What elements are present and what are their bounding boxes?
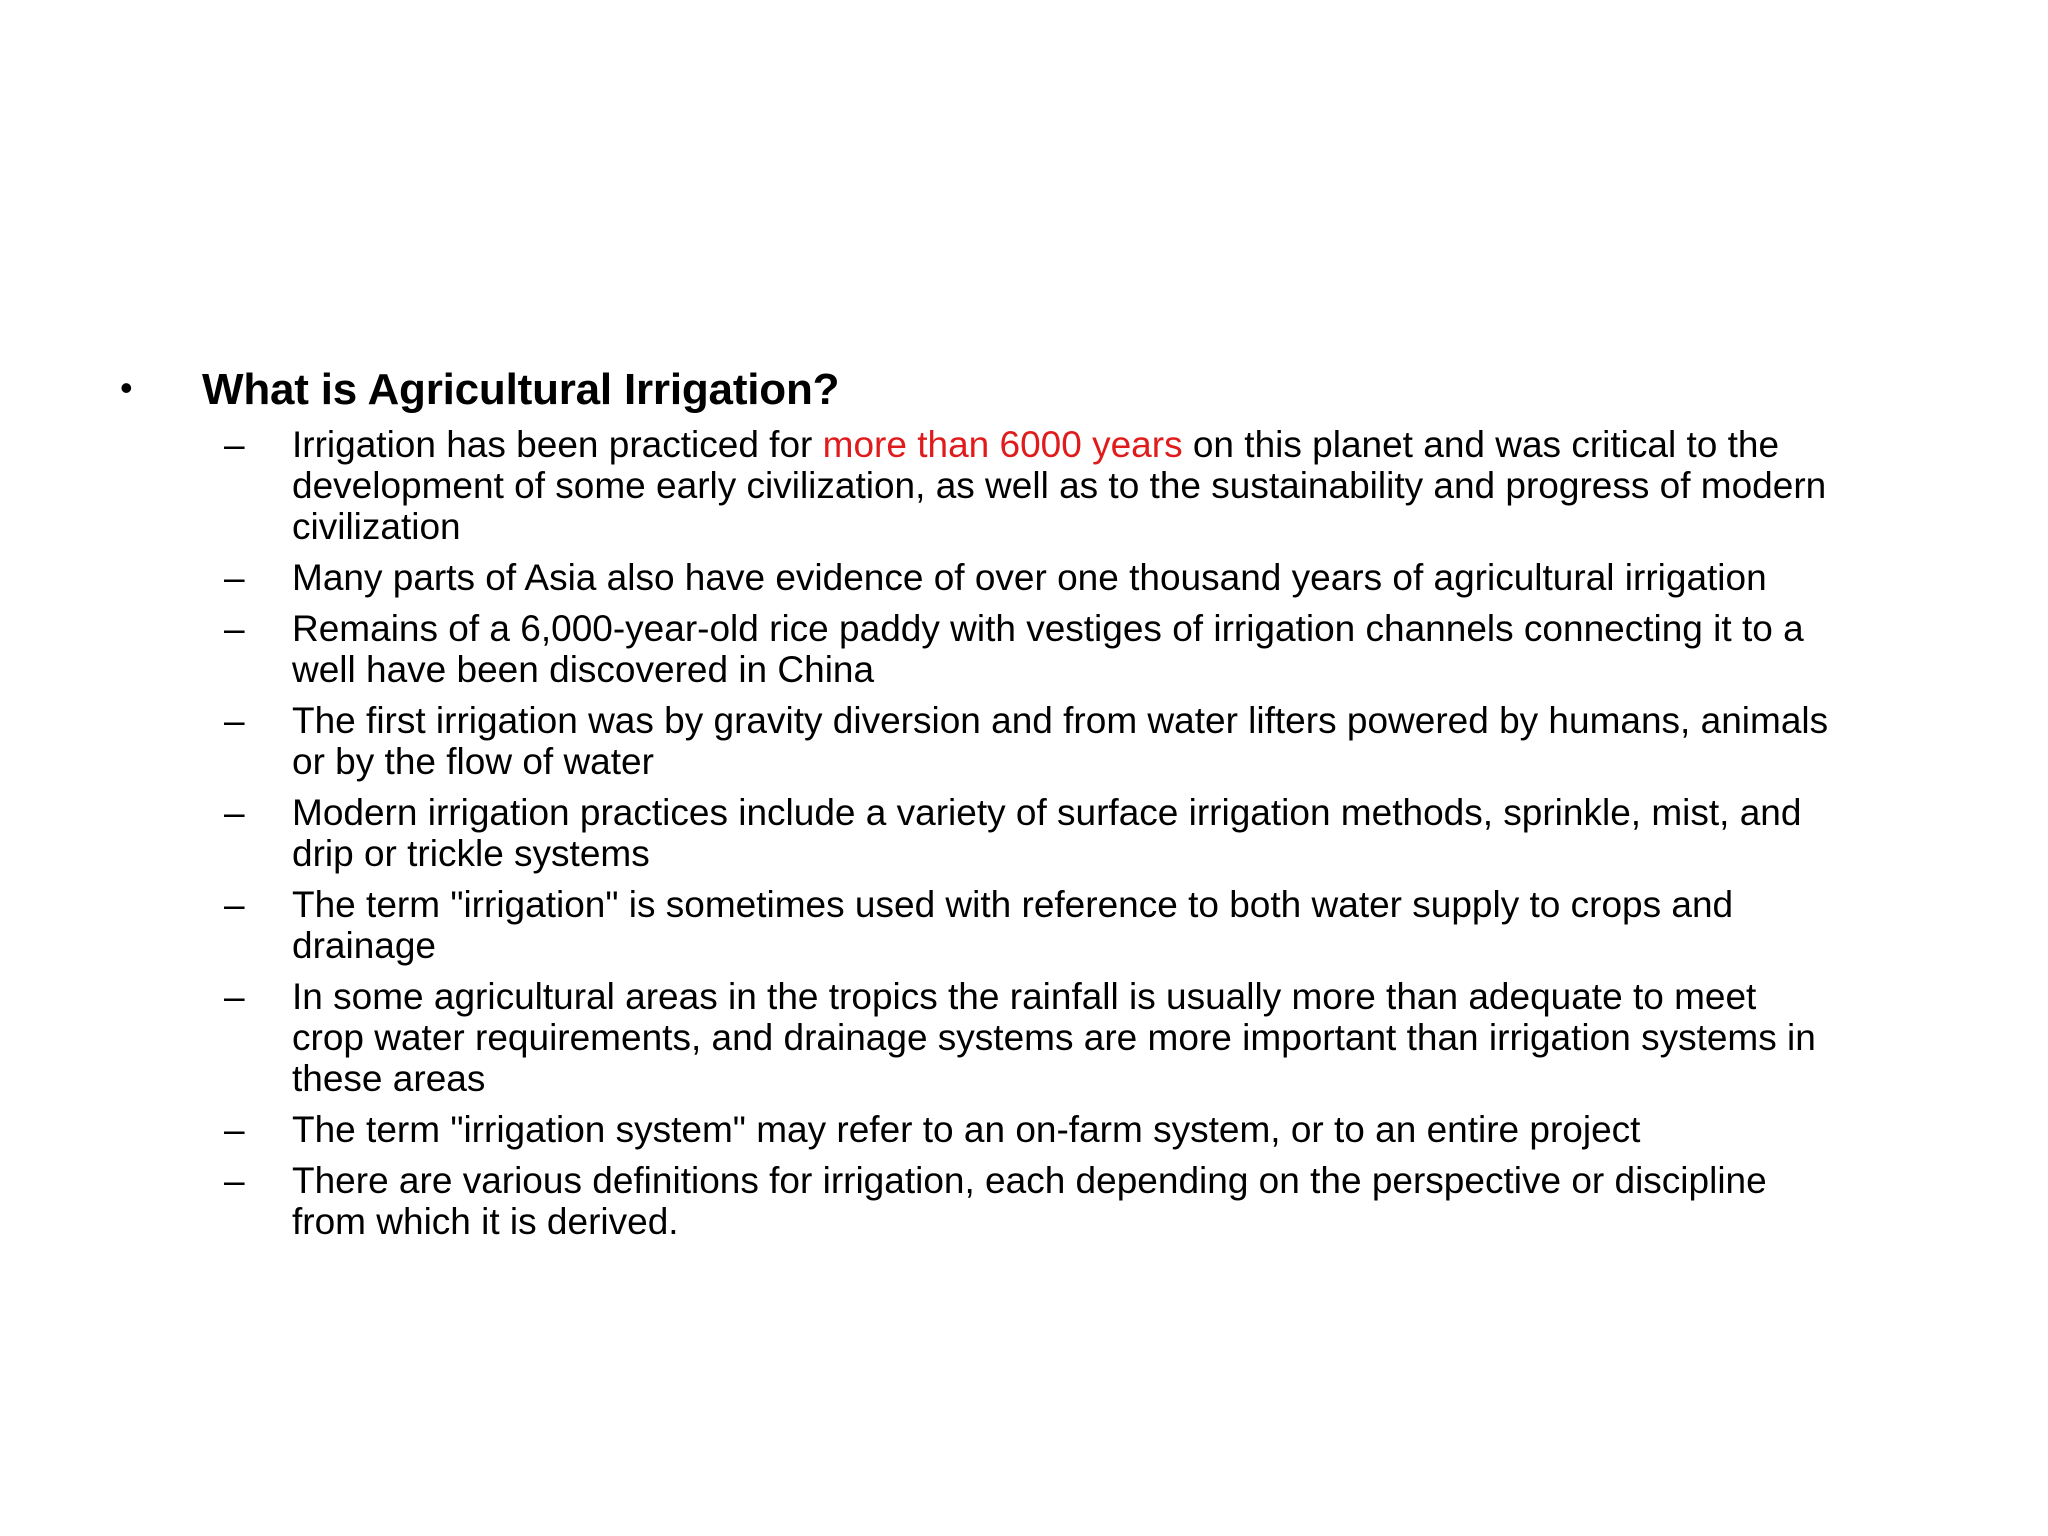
sub-bullet-text: The term "irrigation" is sometimes used with reference to both water supply to crops and drainage	[292, 884, 1734, 966]
sub-bullet-text: The first irrigation was by gravity diversion and from water lifters powered by humans, animals or by the flow of water	[292, 700, 1829, 782]
sub-bullet-text: Modern irrigation practices include a variety of surface irrigation methods, sprinkle, mist, and drip or trickle systems	[292, 792, 1802, 874]
sub-bullet-item	[120, 1109, 1980, 1150]
slide-content	[120, 362, 1980, 1252]
dash-icon: –	[224, 700, 245, 741]
main-bullet	[120, 362, 1980, 424]
sub-bullet-list	[120, 424, 1980, 1242]
dash-icon: –	[224, 424, 245, 465]
sub-bullet-text: In some agricultural areas in the tropics the rainfall is usually more than adequate to meet crop water requirements, and drainage systems are more important than irrigation systems in these areas	[292, 976, 1816, 1099]
sub-bullet-text: Many parts of Asia also have evidence of over one thousand years of agricultural irrigation	[292, 557, 1767, 598]
sub-bullet-text: There are various definitions for irrigation, each depending on the perspective or discipline from which it is derived.	[292, 1160, 1767, 1242]
sub-bullet-text-before: Irrigation has been practiced for	[292, 424, 823, 465]
sub-bullet-item	[120, 1160, 1980, 1242]
dash-icon: –	[224, 1160, 245, 1201]
slide-heading: What is Agricultural Irrigation?	[202, 365, 840, 414]
sub-bullet-item	[120, 884, 1980, 966]
dash-icon: –	[224, 792, 245, 833]
sub-bullet-item	[120, 976, 1980, 1099]
sub-bullet-item	[120, 792, 1980, 874]
highlight-text: more than 6000 years	[822, 424, 1183, 465]
dash-icon: –	[224, 1109, 245, 1150]
sub-bullet-text-after: on this planet and was critical to the development of some early civilization, as well as to the sustainability and progress of modern civilization	[292, 424, 1827, 547]
dash-icon: –	[224, 884, 245, 925]
dash-icon: –	[224, 608, 245, 649]
sub-bullet-item	[120, 557, 1980, 598]
sub-bullet-text: Remains of a 6,000-year-old rice paddy with vestiges of irrigation channels connecting it to a well have been discovered in China	[292, 608, 1804, 690]
dash-icon: –	[224, 976, 245, 1017]
dash-icon: –	[224, 557, 245, 598]
sub-bullet-item	[120, 700, 1980, 782]
bullet-point-icon: •	[120, 367, 133, 408]
sub-bullet-item	[120, 424, 1980, 547]
sub-bullet-text: The term "irrigation system" may refer to an on-farm system, or to an entire project	[292, 1109, 1641, 1150]
sub-bullet-item	[120, 608, 1980, 690]
